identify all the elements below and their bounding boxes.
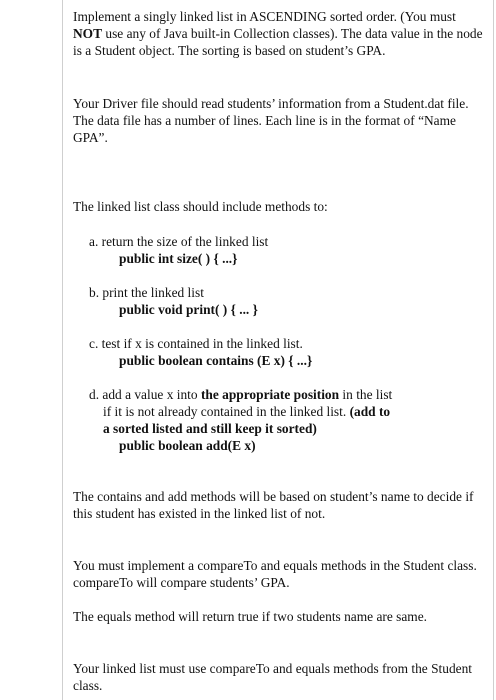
methods-heading: The linked list class should include methods to:: [73, 199, 328, 214]
intro-text: Implement a singly linked list in ASCENDING sorted order. (You must: [73, 9, 456, 24]
method-description-cont2: a sorted listed and still keep it sorted): [103, 421, 317, 436]
method-description: c. test if x is contained in the linked list.: [89, 336, 303, 351]
method-signature: public boolean contains (E x) { ...}: [119, 353, 313, 368]
method-item-size: [89, 233, 483, 267]
method-item-contains: [89, 335, 483, 369]
method-description-cont: if it is not already contained in the linked list. (add to: [103, 404, 391, 419]
method-item-add: [89, 386, 483, 454]
intro-paragraph: [73, 8, 485, 59]
document-page: [62, 0, 494, 700]
equals-note: The equals method will return true if two students name are same.: [73, 609, 428, 624]
method-description: b. print the linked list: [89, 285, 204, 300]
method-signature: public int size( ) { ...}: [119, 251, 238, 266]
method-item-print: [89, 284, 483, 318]
emphasis-not: NOT: [73, 26, 103, 41]
method-description: a. return the size of the linked list: [89, 234, 269, 249]
intro-text-cont: use any of Java built-in Collection classes). The data value in the node is a Student object. The sorting is based on student’s GPA.: [73, 26, 483, 58]
contains-add-note: The contains and add methods will be based on student’s name to decide if this student has existed in the linked list of not.: [73, 489, 474, 521]
method-signature: public void print( ) { ... }: [119, 302, 258, 317]
driver-paragraph: Your Driver file should read students’ information from a Student.dat file. The data file has a number of lines. Each line is in the format of “Name GPA”.: [73, 96, 469, 145]
compareto-note: You must implement a compareTo and equals methods in the Student class. compareTo will compare students’ GPA.: [73, 558, 477, 590]
linked-list-note: Your linked list must use compareTo and equals methods from the Student class.: [73, 661, 472, 693]
method-description: d. add a value x into the appropriate position in the list: [89, 387, 393, 402]
method-signature: public boolean add(E x): [119, 438, 256, 453]
